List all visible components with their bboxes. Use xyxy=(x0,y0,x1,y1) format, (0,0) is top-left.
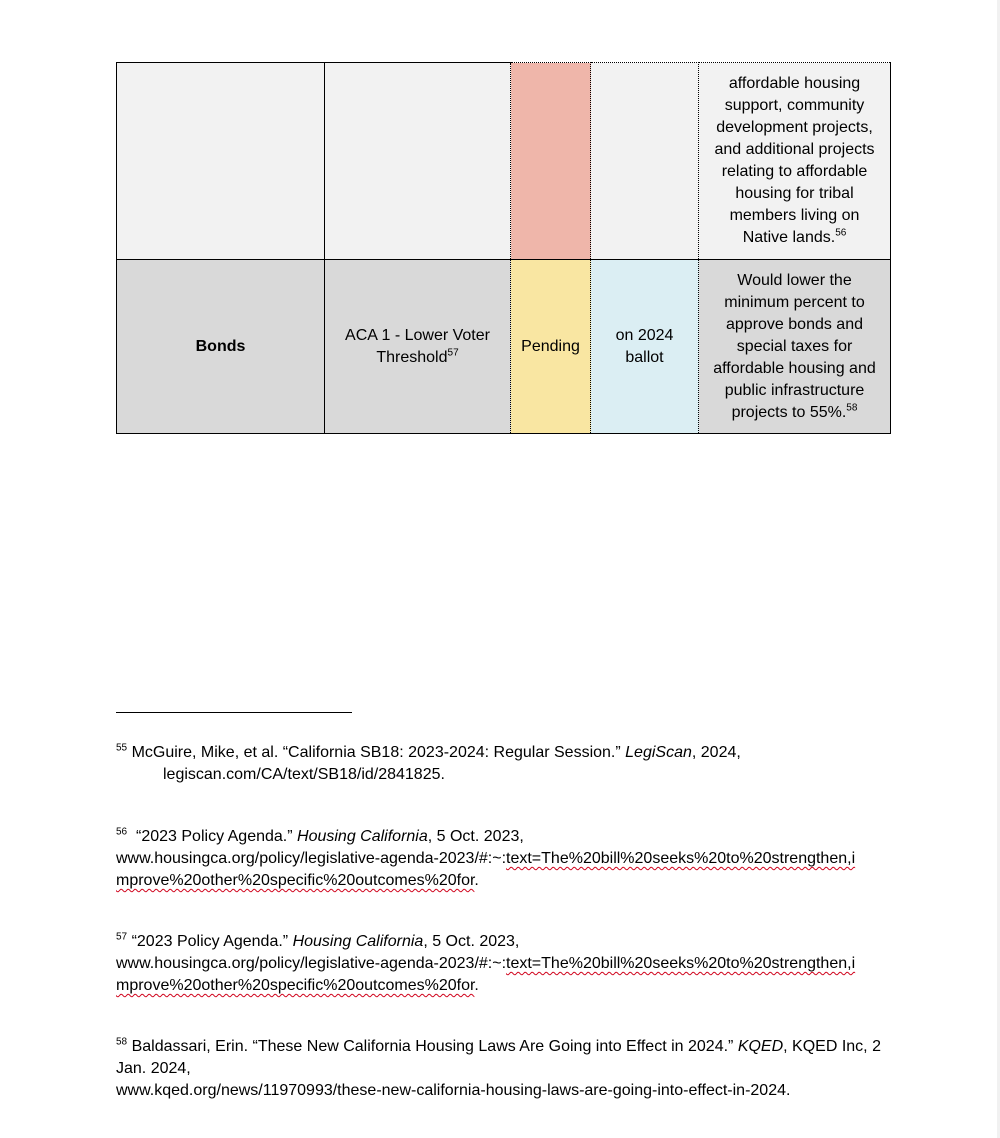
category-cell: Bonds xyxy=(117,260,325,434)
footnote-number: 58 xyxy=(116,1036,128,1048)
description-cell: affordable housing support, community development projects, and additional projects relating to affordable housing for tribal members living on Native lands.$^{56}$ xyxy=(699,63,891,260)
footnote-url[interactable]: www.housingca.org/policy/legislative-agenda-2023/#:~:text=The%20bill%20seeks%20to%20strengthen,i xyxy=(116,850,856,867)
footnote-58: $^{58}$ Baldassari, Erin. “These New California Housing Laws Are Going into Effect in 2024.” KQED, KQED Inc, 2 Jan. 2024, www.kqed.org/news/11970993/these-new-california-housing-laws-are-going-into-effect-in-2024. xyxy=(116,1036,886,1102)
footnote-url[interactable]: www.housingca.org/policy/legislative-agenda-2023/#:~:text=The%20bill%20seeks%20to%20strengthen,i xyxy=(116,955,856,972)
footnote-57: $^{57}$ “2023 Policy Agenda.” Housing California, 5 Oct. 2023, www.housingca.org/policy/legislative-agenda-2023/#:~:text=The%20bill%20seeks%20to%20strengthen,i mprove%20other%20specific%20outcomes%20for. xyxy=(116,931,886,997)
outcome-cell: on 2024 ballot xyxy=(591,260,699,434)
footnote-ref[interactable]: 58 xyxy=(846,402,858,414)
table-row xyxy=(117,63,891,260)
footnote-55: $^{55}$ McGuire, Mike, et al. “California SB18: 2023-2024: Regular Session.” LegiScan, 2024, legiscan.com/CA/text/SB18/id/2841825. xyxy=(116,742,886,786)
status-cell xyxy=(511,63,591,260)
footnote-number: 57 xyxy=(116,931,128,943)
status-cell: Pending xyxy=(511,260,591,434)
footnote-number: 56 xyxy=(116,826,128,838)
footnote-url[interactable]: www.kqed.org/news/11970993/these-new-california-housing-laws-are-going-into-effect-in-2024. xyxy=(116,1082,791,1099)
footnote-url[interactable]: legiscan.com/CA/text/SB18/id/2841825. xyxy=(163,766,445,783)
housing-policy-table xyxy=(116,62,891,434)
description-cell: Would lower the minimum percent to approve bonds and special taxes for affordable housing and public infrastructure projects to 55%.$^{58}$ xyxy=(699,260,891,434)
footnote-56: $^{56}$ “2023 Policy Agenda.” Housing California, 5 Oct. 2023, www.housingca.org/policy/legislative-agenda-2023/#:~:text=The%20bill%20seeks%20to%20strengthen,i mprove%20other%20specific%20outcomes%20for. xyxy=(116,826,886,892)
footnote-number: 55 xyxy=(116,742,128,754)
outcome-cell xyxy=(591,63,699,260)
bill-cell: ACA 1 - Lower Voter Threshold$^{57}$ xyxy=(325,260,511,434)
footnote-url-cont[interactable]: mprove%20other%20specific%20outcomes%20for xyxy=(116,977,475,994)
footnote-ref[interactable]: 56 xyxy=(835,227,847,239)
category-cell xyxy=(117,63,325,260)
footnote-separator xyxy=(116,712,352,713)
bill-cell xyxy=(325,63,511,260)
footnote-url-cont[interactable]: mprove%20other%20specific%20outcomes%20for xyxy=(116,872,475,889)
table-row xyxy=(117,260,891,434)
footnote-ref[interactable]: 57 xyxy=(447,347,459,359)
